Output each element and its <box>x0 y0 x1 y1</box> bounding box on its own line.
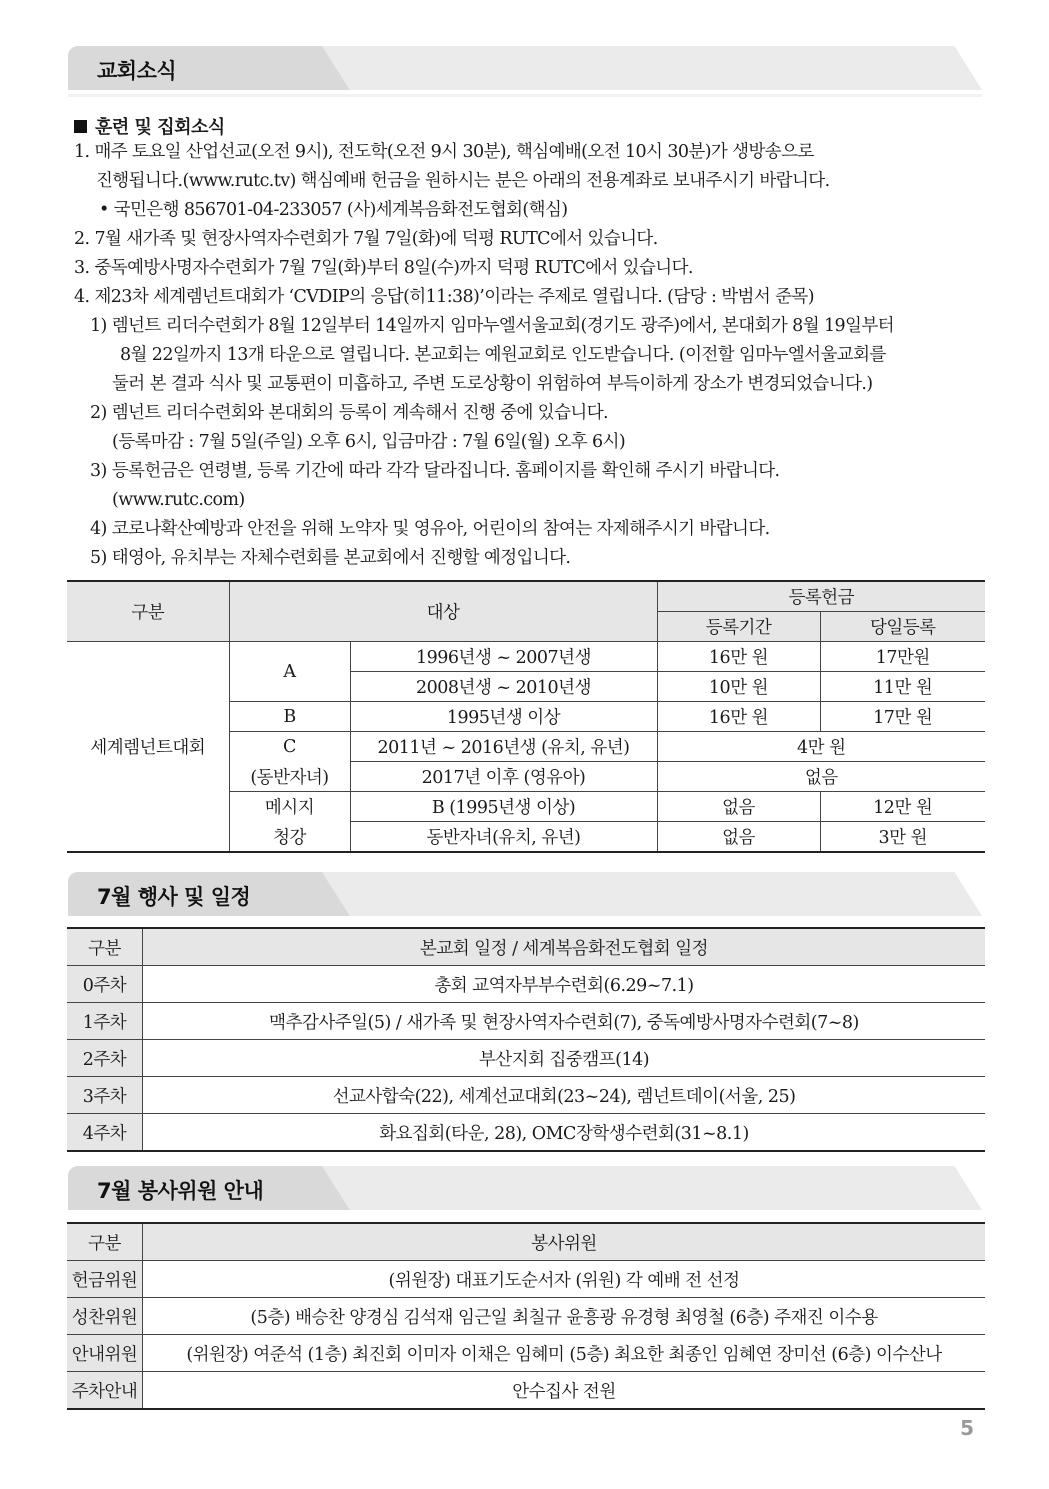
sameday-fee-cell: 3만 원 <box>820 822 985 853</box>
sameday-fee-cell: 11만 원 <box>820 672 985 702</box>
training-heading <box>74 113 225 139</box>
registration-table <box>67 580 985 853</box>
week-cell: 1주차 <box>67 1003 143 1040</box>
event-name: 세계렘넌트대회 <box>67 642 229 853</box>
news-line: 둘러 본 결과 식사 및 교통편이 미흡하고, 주변 도로상황이 위험하여 부득이하게 장소가 변경되었습니다.) <box>112 374 873 394</box>
schedule-cell: 부산지회 집중캠프(14) <box>143 1040 986 1077</box>
week-cell: 3주차 <box>67 1077 143 1114</box>
header-content: 봉사위원 <box>143 1223 986 1261</box>
news-line: (등록마감 : 7월 5일(주일) 오후 6시, 입금마감 : 7월 6일(월) 오후 6시) <box>112 432 626 452</box>
volunteer-table <box>67 1222 985 1410</box>
volunteer-cell: (위원장) 대표기도순서자 (위원) 각 예배 전 선정 <box>143 1261 986 1298</box>
period-fee-cell: 10만 원 <box>657 672 820 702</box>
period-fee-cell: 16만 원 <box>657 702 820 732</box>
group-sublabel: (동반자녀) <box>229 762 350 792</box>
news-line: 3. 중독예방사명자수련회가 7월 7일(화)부터 8일(수)까지 덕평 RUTC에서 있습니다. <box>74 258 693 278</box>
schedule-table <box>67 927 985 1152</box>
period-fee-cell: 16만 원 <box>657 642 820 672</box>
news-line: 5) 태영아, 유치부는 자체수련회를 본교회에서 진행할 예정입니다. <box>90 548 571 568</box>
news-line: 3) 등록헌금은 연령별, 등록 기간에 따라 각각 달라집니다. 홈페이지를 확인해 주시기 바랍니다. <box>90 461 780 481</box>
role-cell: 안내위원 <box>67 1335 143 1372</box>
header-category: 구분 <box>67 928 143 966</box>
news-line: 4. 제23차 세계렘넌트대회가 ‘CVDIP의 응답(히11:38)’이라는 주제로 열립니다. (담당 : 박범서 준목) <box>74 287 814 307</box>
divider <box>68 94 982 97</box>
news-line: 1) 렘넌트 리더수련회가 8월 12일부터 14일까지 임마누엘서울교회(경기도 광주)에서, 본대회가 8월 19일부터 <box>90 316 894 336</box>
week-cell: 2주차 <box>67 1040 143 1077</box>
period-fee-cell: 없음 <box>657 792 820 822</box>
section-title: 7월 봉사위원 안내 <box>97 1179 264 1203</box>
header-target: 대상 <box>229 581 657 642</box>
volunteer-cell: (5층) 배승찬 양경심 김석재 임근일 최칠규 윤흥광 유경형 최영철 (6층) 주재진 이수용 <box>143 1298 986 1335</box>
schedule-cell: 선교사합숙(22), 세계선교대회(23~24), 렘넌트데이(서울, 25) <box>143 1077 986 1114</box>
header-fee: 등록헌금 <box>657 581 985 612</box>
news-line: 1. 매주 토요일 산업선교(오전 9시), 전도학(오전 9시 30분), 핵심예배(오전 10시 30분)가 생방송으로 <box>74 142 814 162</box>
header-category: 구분 <box>67 581 229 642</box>
section-header-july-volunteers <box>68 1166 982 1210</box>
sameday-fee-cell: 17만 원 <box>820 702 985 732</box>
volunteer-cell: (위원장) 여준석 (1층) 최진회 이미자 이채은 임혜미 (5층) 최요한 최종인 임혜연 장미선 (6층) 이수산나 <box>143 1335 986 1372</box>
section-title: 7월 행사 및 일정 <box>97 885 251 909</box>
volunteer-cell: 안수집사 전원 <box>143 1372 986 1410</box>
news-line: (www.rutc.com) <box>112 490 245 510</box>
merged-fee-cell: 없음 <box>657 762 985 792</box>
group-label: B <box>229 702 350 732</box>
sameday-fee-cell: 17만원 <box>820 642 985 672</box>
news-line: • 국민은행 856701-04-233057 (사)세계복음화전도협회(핵심) <box>99 200 568 220</box>
header-sameday: 당일등록 <box>820 612 985 642</box>
schedule-cell: 맥추감사주일(5) / 새가족 및 현장사역자수련회(7), 중독예방사명자수련회(7~8) <box>143 1003 986 1040</box>
target-cell: 2008년생 ~ 2010년생 <box>350 672 657 702</box>
header-content: 본교회 일정 / 세계복음화전도협회 일정 <box>143 928 986 966</box>
group-label: 메시지 <box>229 792 350 822</box>
square-bullet-icon <box>74 120 87 133</box>
page-number: 5 <box>960 1416 974 1440</box>
group-label: C <box>229 732 350 762</box>
training-heading-text: 훈련 및 집회소식 <box>95 117 225 138</box>
period-fee-cell: 없음 <box>657 822 820 853</box>
news-line: 4) 코로나확산예방과 안전을 위해 노약자 및 영유아, 어린이의 참여는 자제해주시기 바랍니다. <box>90 519 770 539</box>
section-header-july-events <box>68 872 982 916</box>
news-line: 8월 22일까지 13개 타운으로 열립니다. 본교회는 예원교회로 인도받습니다. (이전할 임마누엘서울교회를 <box>120 345 886 365</box>
section-header-church-news <box>68 46 982 90</box>
news-line: 2) 렘넌트 리더수련회와 본대회의 등록이 계속해서 진행 중에 있습니다. <box>90 403 608 423</box>
news-line: 진행됩니다.(www.rutc.tv) 핵심예배 헌금을 원하시는 분은 아래의 전용계좌로 보내주시기 바랍니다. <box>96 171 830 191</box>
role-cell: 헌금위원 <box>67 1261 143 1298</box>
schedule-cell: 화요집회(타운, 28), OMC장학생수련회(31~8.1) <box>143 1114 986 1152</box>
role-cell: 성찬위원 <box>67 1298 143 1335</box>
week-cell: 0주차 <box>67 966 143 1003</box>
week-cell: 4주차 <box>67 1114 143 1152</box>
header-category: 구분 <box>67 1223 143 1261</box>
group-sublabel: 청강 <box>229 822 350 853</box>
target-cell: 2017년 이후 (영유아) <box>350 762 657 792</box>
target-cell: 동반자녀(유치, 유년) <box>350 822 657 853</box>
section-title: 교회소식 <box>97 59 177 83</box>
role-cell: 주차안내 <box>67 1372 143 1410</box>
header-period: 등록기간 <box>657 612 820 642</box>
news-line: 2. 7월 새가족 및 현장사역자수련회가 7월 7일(화)에 덕평 RUTC에서 있습니다. <box>74 229 658 249</box>
target-cell: B (1995년생 이상) <box>350 792 657 822</box>
target-cell: 1996년생 ~ 2007년생 <box>350 642 657 672</box>
target-cell: 1995년생 이상 <box>350 702 657 732</box>
target-cell: 2011년 ~ 2016년생 (유치, 유년) <box>350 732 657 762</box>
group-label: A <box>229 642 350 702</box>
schedule-cell: 총회 교역자부부수련회(6.29~7.1) <box>143 966 986 1003</box>
merged-fee-cell: 4만 원 <box>657 732 985 762</box>
sameday-fee-cell: 12만 원 <box>820 792 985 822</box>
